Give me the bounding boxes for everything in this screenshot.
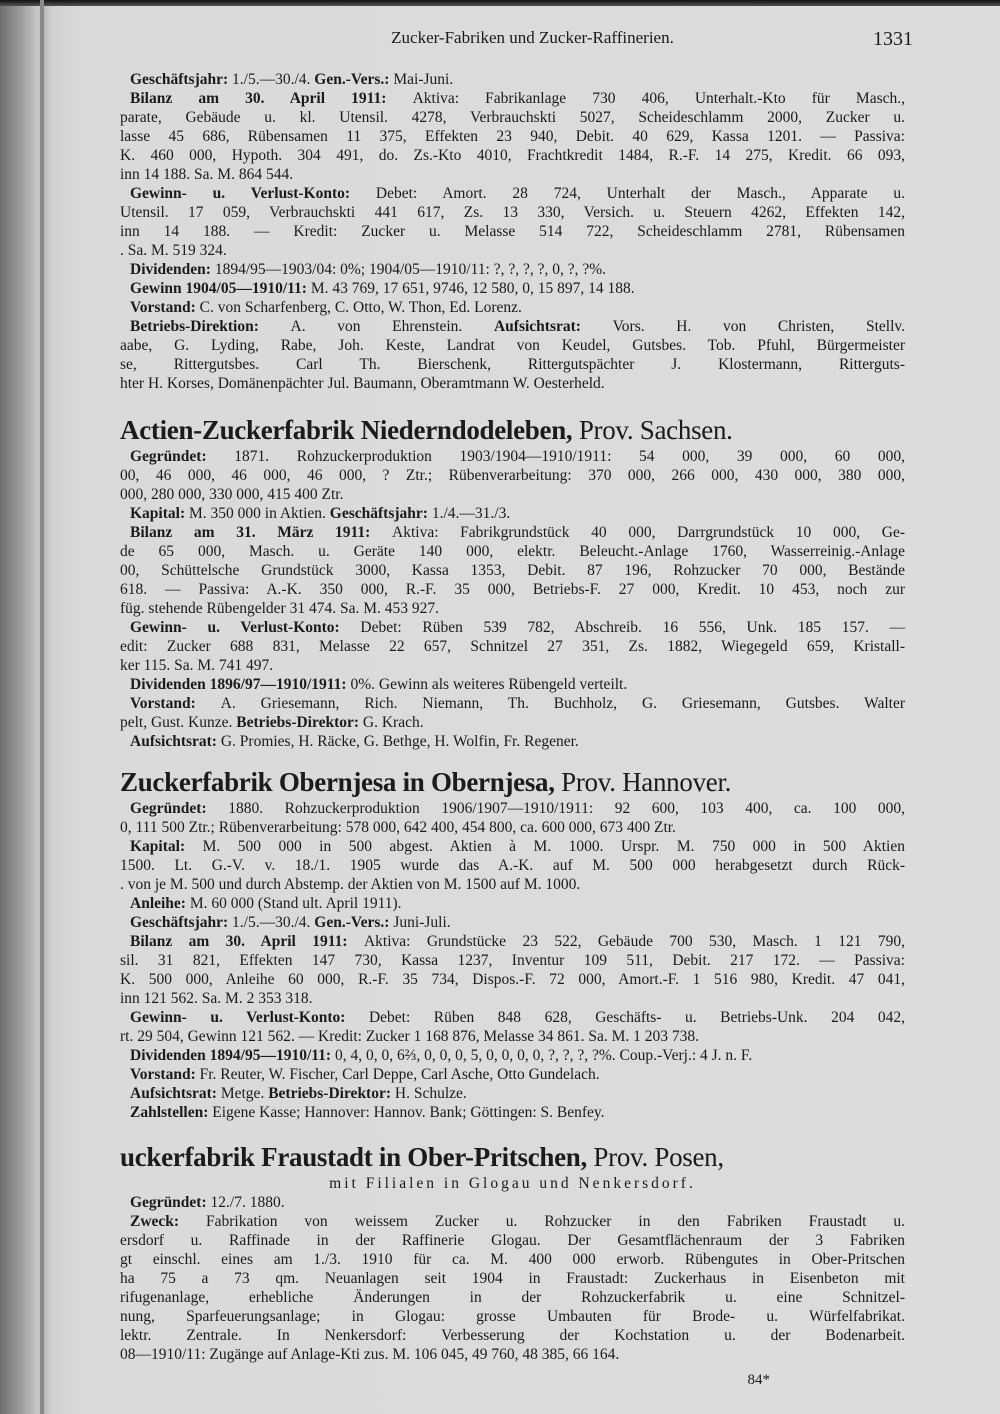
field-text: de 65 000, Masch. u. Geräte 140 000, elektr. Beleucht.-Anlage 1760, Wasserreinig.-Anlage bbox=[120, 543, 905, 560]
field-text: A. von Ehrenstein. bbox=[290, 318, 494, 335]
field-text: inn 14 188. — Kredit: Zucker u. Melasse 514 722, Scheideschlamm 2781, Rübensamen bbox=[120, 223, 905, 240]
text-line bbox=[120, 1103, 905, 1122]
text-line bbox=[120, 675, 905, 694]
field-label: Gewinn 1904/05—1910/11: bbox=[130, 280, 311, 297]
text-line bbox=[120, 1008, 905, 1027]
field-text: G. Promies, H. Räcke, G. Bethge, H. Wolfin, Fr. Regener. bbox=[220, 733, 579, 750]
field-text: inn 14 188. Sa. M. 864 544. bbox=[120, 166, 294, 183]
field-text: edit: Zucker 688 831, Melasse 22 657, Schnitzel 27 351, Zs. 1882, Wiegegeld 659, Kristall- bbox=[120, 638, 905, 655]
field-text: aabe, G. Lyding, Rabe, Joh. Keste, Landrat von Keudel, Gutsbes. Tob. Pfuhl, Bürgermeister bbox=[120, 337, 905, 354]
field-text: 1./5.—30./4. bbox=[232, 71, 315, 88]
field-label: Aufsichtsrat: bbox=[130, 733, 221, 750]
field-text: ker 115. Sa. M. 741 497. bbox=[120, 657, 274, 674]
book-gutter bbox=[40, 0, 44, 1414]
field-text: Debet: Amort. 28 724, Unterhalt der Masch., Apparate u. bbox=[375, 185, 905, 202]
entry-paragraph bbox=[120, 675, 905, 694]
text-line bbox=[120, 374, 905, 393]
text-line bbox=[120, 637, 905, 656]
field-text: Eigene Kasse; Hannover: Hannov. Bank; Göttingen: S. Benfey. bbox=[212, 1104, 605, 1121]
field-text: 1500. Lt. G.-V. v. 18./1. 1905 wurde das A.-K. auf M. 500 000 herabgesetzt durch Rück- bbox=[120, 857, 905, 874]
text-line bbox=[120, 932, 905, 951]
entry-paragraph bbox=[120, 184, 905, 260]
field-text: 1871. Rohzuckerproduktion 1903/1904—1910/1911: 54 000, 39 000, 60 000, bbox=[234, 448, 905, 465]
company-name: Zuckerfabrik Obernjesa in Obernjesa, bbox=[120, 767, 555, 797]
field-text: Fabrikation von weissem Zucker u. Rohzucker in den Fabriken Fraustadt u. bbox=[206, 1213, 905, 1230]
field-label: Vorstand: bbox=[130, 1066, 200, 1083]
entry-paragraph bbox=[120, 732, 905, 751]
field-text: 00, Schüttelsche Grundstück 3000, Kassa 1353, Debit. 87 196, Rohzucker 70 000, Bestände bbox=[120, 562, 905, 579]
field-text: Fr. Reuter, W. Fischer, Carl Deppe, Carl Asche, Otto Gundelach. bbox=[199, 1066, 600, 1083]
field-text: M. 500 000 in 500 abgest. Aktien à M. 1000. Urspr. M. 750 000 in 500 Aktien bbox=[202, 838, 905, 855]
text-line bbox=[120, 1212, 905, 1231]
text-line bbox=[120, 504, 905, 523]
field-label: Gegründet: bbox=[130, 800, 229, 817]
text-line bbox=[120, 70, 905, 89]
company-entry bbox=[120, 70, 905, 393]
entry-paragraph bbox=[120, 1212, 905, 1364]
text-line bbox=[120, 260, 905, 279]
entry-paragraph bbox=[120, 1084, 905, 1103]
text-line bbox=[120, 485, 905, 504]
field-label: Gen.-Vers.: bbox=[314, 71, 394, 88]
field-text: parate, Gebäude u. kl. Utensil. 4278, Verbrauchskti 5027, Scheideschlamm 2000, Zucker u. bbox=[120, 109, 905, 126]
text-line bbox=[120, 561, 905, 580]
text-line bbox=[120, 599, 905, 618]
field-text: Aktiva: Fabrikanlage 730 406, Unterhalt.-Kto für Masch., bbox=[412, 90, 906, 107]
text-line bbox=[120, 951, 905, 970]
running-title: Zucker-Fabriken und Zucker-Raffinerien. bbox=[391, 28, 674, 47]
field-text: C. von Scharfenberg, C. Otto, W. Thon, Ed. Lorenz. bbox=[199, 299, 522, 316]
entry-paragraph bbox=[120, 1103, 905, 1122]
field-label: Bilanz am 31. März 1911: bbox=[130, 524, 393, 541]
field-text: füg. stehende Rübengelder 31 474. Sa. M. 453 927. bbox=[120, 600, 439, 617]
field-text: G. Krach. bbox=[362, 714, 424, 731]
field-label: Geschäftsjahr: bbox=[329, 505, 432, 522]
text-line bbox=[120, 298, 905, 317]
entry-paragraph bbox=[120, 799, 905, 837]
field-text: K. 460 000, Hypoth. 304 491, do. Zs.-Kto 4010, Frachtkredit 1484, R.-F. 14 275, Kredit. 66 093, bbox=[120, 147, 905, 164]
field-text: rt. 29 504, Gewinn 121 562. — Kredit: Zucker 1 168 876, Melasse 34 861. Sa. M. 1 203 738. bbox=[120, 1028, 700, 1045]
field-label: Gegründet: bbox=[130, 448, 235, 465]
field-label: Anleihe: bbox=[130, 895, 190, 912]
entry-paragraph bbox=[120, 932, 905, 1008]
field-label: Kapital: bbox=[130, 505, 189, 522]
field-label: Zahlstellen: bbox=[130, 1104, 213, 1121]
field-text: . von je M. 500 und durch Abstemp. der Aktien von M. 1500 auf M. 1000. bbox=[120, 876, 581, 893]
document-page bbox=[120, 28, 913, 1389]
entry-paragraph bbox=[120, 694, 905, 732]
field-text: pelt, Gust. Kunze. bbox=[120, 714, 237, 731]
field-text: 1./5.—30./4. bbox=[232, 914, 315, 931]
company-name: Actien-Zuckerfabrik Niederndodeleben, bbox=[120, 415, 573, 445]
field-label: Zweck: bbox=[130, 1213, 207, 1230]
field-text: A. Griesemann, Rich. Niemann, Th. Buchholz, G. Griesemann, Gutsbes. Walter bbox=[220, 695, 905, 712]
entry-paragraph bbox=[120, 279, 905, 298]
text-line bbox=[120, 694, 905, 713]
text-line bbox=[120, 1326, 905, 1345]
company-title bbox=[120, 413, 905, 447]
field-text: 08—1910/11: Zugänge auf Anlage-Kti zus. M. 106 045, 49 760, 48 385, 66 164. bbox=[120, 1346, 620, 1363]
field-text: 0, 111 500 Ztr.; Rübenverarbeitung: 578 000, 642 400, 454 800, ca. 600 000, 673 400 Ztr. bbox=[120, 819, 676, 836]
field-text: Debet: Rüben 848 628, Geschäfts- u. Betriebs-Unk. 204 042, bbox=[368, 1009, 905, 1026]
field-label: Dividenden 1894/95—1910/11: bbox=[130, 1047, 335, 1064]
text-line bbox=[120, 618, 905, 637]
field-text: gt einschl. eines am 1./3. 1910 für ca. M. 400 000 erworb. Rübengutes in Ober-Pritschen bbox=[120, 1251, 905, 1268]
entries bbox=[120, 70, 905, 1364]
text-line bbox=[120, 355, 905, 374]
text-line bbox=[120, 127, 905, 146]
field-text: 0, 4, 0, 0, 6⅔, 0, 0, 0, 5, 0, 0, 0, 0, ?, ?, ?, ?%. Coup.-Verj.: 4 J. n. F. bbox=[334, 1047, 753, 1064]
entry-paragraph bbox=[120, 1193, 905, 1212]
text-line bbox=[120, 184, 905, 203]
text-line bbox=[120, 1046, 905, 1065]
text-line bbox=[120, 989, 905, 1008]
field-label: Betriebs-Direktion: bbox=[130, 318, 291, 335]
text-line bbox=[120, 1027, 905, 1046]
entry-paragraph bbox=[120, 504, 905, 523]
company-name: uckerfabrik Fraustadt in Ober-Pritschen, bbox=[120, 1142, 587, 1172]
field-text: Aktiva: Fabrikgrundstück 40 000, Darrgrundstück 10 000, Ge- bbox=[392, 524, 905, 541]
field-label: Betriebs-Direktor: bbox=[236, 714, 363, 731]
field-label: Geschäftsjahr: bbox=[130, 71, 233, 88]
company-subtitle: mit Filialen in Glogau und Nenkersdorf. bbox=[329, 1175, 696, 1192]
entry-paragraph bbox=[120, 260, 905, 279]
company-entry bbox=[120, 1140, 905, 1364]
text-line bbox=[120, 875, 905, 894]
field-label: Kapital: bbox=[130, 838, 203, 855]
text-line bbox=[120, 336, 905, 355]
page-top-edge bbox=[0, 0, 1000, 6]
field-label: Gewinn- u. Verlust-Konto: bbox=[130, 185, 376, 202]
text-line bbox=[120, 1288, 905, 1307]
field-label: Dividenden: bbox=[130, 261, 215, 278]
entry-paragraph bbox=[120, 913, 905, 932]
field-text: se, Rittergutsbes. Carl Th. Bierschenk, Rittergutspächter J. Klostermann, Ritterguts- bbox=[120, 356, 905, 373]
text-line bbox=[120, 146, 905, 165]
field-text: nung, Sparfeuerungsanlage; in Glogau: grosse Umbauten für Brode- u. Würfelfabrikat. bbox=[120, 1308, 905, 1325]
field-text: Utensil. 17 059, Verbrauchskti 441 617, Zs. 13 330, Versich. u. Steuern 4262, Effekten 142, bbox=[120, 204, 905, 221]
text-line bbox=[120, 656, 905, 675]
text-line bbox=[120, 1269, 905, 1288]
entry-paragraph bbox=[120, 618, 905, 675]
field-text: ersdorf u. Raffinade in der Raffinerie Glogau. Der Gesamtflächenraum der 3 Fabriken bbox=[120, 1232, 905, 1249]
text-line bbox=[120, 222, 905, 241]
province: Prov. Posen, bbox=[586, 1142, 724, 1172]
field-text: lektr. Zentrale. In Nenkersdorf: Verbesserung der Kochstation u. der Bodenarbeit. bbox=[120, 1327, 905, 1344]
text-line bbox=[120, 108, 905, 127]
field-text: . Sa. M. 519 324. bbox=[120, 242, 227, 259]
entry-paragraph bbox=[120, 298, 905, 317]
field-label: Aufsichtsrat: bbox=[130, 1085, 221, 1102]
field-text: sil. 31 821, Effekten 147 730, Kassa 1237, Inventur 109 511, Debit. 217 172. — Passiva: bbox=[120, 952, 905, 969]
text-line bbox=[120, 894, 905, 913]
field-label: Bilanz am 30. April 1911: bbox=[130, 933, 364, 950]
field-label: Gen.-Vers.: bbox=[314, 914, 394, 931]
text-line bbox=[120, 317, 905, 336]
text-line bbox=[120, 580, 905, 599]
company-entry bbox=[120, 413, 905, 751]
company-title bbox=[120, 1140, 905, 1174]
field-text: Vors. H. von Christen, Stellv. bbox=[612, 318, 905, 335]
field-text: 12./7. 1880. bbox=[210, 1194, 285, 1211]
field-text: 618. — Passiva: A.-K. 350 000, R.-F. 35 000, Betriebs-F. 27 000, Kredit. 10 453, noch zur bbox=[120, 581, 905, 598]
signature-mark: 84* bbox=[747, 1372, 770, 1388]
field-text: 0%. Gewinn als weiteres Rübengeld verteilt. bbox=[350, 676, 628, 693]
field-text: rifugenanlage, erhebliche Änderungen in der Rohzuckerfabrik u. eine Schnitzel- bbox=[120, 1289, 905, 1306]
text-line bbox=[120, 466, 905, 485]
field-text: M. 350 000 in Aktien. bbox=[189, 505, 330, 522]
field-text: M. 60 000 (Stand ult. April 1911). bbox=[189, 895, 402, 912]
text-line bbox=[120, 1345, 905, 1364]
field-text: 1880. Rohzuckerproduktion 1906/1907—1910/1911: 92 600, 103 400, ca. 100 000, bbox=[228, 800, 905, 817]
text-line bbox=[120, 241, 905, 260]
text-line bbox=[120, 1231, 905, 1250]
text-line bbox=[120, 713, 905, 732]
field-text: K. 500 000, Anleihe 60 000, R.-F. 35 734, Dispos.-F. 72 000, Amort.-F. 1 516 980, Kredit. 47 041, bbox=[120, 971, 905, 988]
company-entry bbox=[120, 765, 905, 1122]
province: Prov. Sachsen. bbox=[572, 415, 733, 445]
text-line bbox=[120, 1250, 905, 1269]
field-label: Vorstand: bbox=[130, 299, 200, 316]
text-line bbox=[120, 523, 905, 542]
text-line bbox=[120, 542, 905, 561]
text-line bbox=[120, 89, 905, 108]
field-text: Juni-Juli. bbox=[393, 914, 451, 931]
field-text: Mai-Juni. bbox=[393, 71, 454, 88]
field-text: 000, 280 000, 330 000, 415 400 Ztr. bbox=[120, 486, 344, 503]
field-text: ha 75 a 73 qm. Neuanlagen seit 1904 in Fraustadt: Zuckerhaus in Eisenbeton mit bbox=[120, 1270, 905, 1287]
text-line bbox=[120, 856, 905, 875]
entry-paragraph bbox=[120, 894, 905, 913]
field-label: Gewinn- u. Verlust-Konto: bbox=[130, 1009, 369, 1026]
field-text: hter H. Korses, Domänenpächter Jul. Baumann, Oberamtmann W. Oesterheld. bbox=[120, 375, 605, 392]
text-line bbox=[120, 970, 905, 989]
field-label: Bilanz am 30. April 1911: bbox=[130, 90, 413, 107]
entry-paragraph bbox=[120, 70, 905, 89]
entry-paragraph bbox=[120, 523, 905, 618]
entry-paragraph bbox=[120, 1046, 905, 1065]
province: Prov. Hannover. bbox=[554, 767, 732, 797]
text-line bbox=[120, 279, 905, 298]
field-label: Aufsichtsrat: bbox=[493, 318, 613, 335]
text-line bbox=[120, 799, 905, 818]
entry-paragraph bbox=[120, 1008, 905, 1046]
running-head bbox=[120, 28, 913, 58]
text-line bbox=[120, 1307, 905, 1326]
text-line bbox=[120, 1193, 905, 1212]
field-text: 1894/95—1903/04: 0%; 1904/05—1910/11: ?, ?, ?, ?, 0, ?, ?%. bbox=[214, 261, 607, 278]
field-label: Gegründet: bbox=[130, 1194, 211, 1211]
text-line bbox=[120, 913, 905, 932]
entry-paragraph bbox=[120, 317, 905, 393]
field-text: Metge. bbox=[220, 1085, 269, 1102]
text-line bbox=[120, 165, 905, 184]
field-text: 1./4.—31./3. bbox=[431, 505, 511, 522]
field-label: Dividenden 1896/97—1910/1911: bbox=[130, 676, 351, 693]
text-line bbox=[120, 447, 905, 466]
field-text: Aktiva: Grundstücke 23 522, Gebäude 700 530, Masch. 1 121 790, bbox=[363, 933, 905, 950]
field-text: inn 121 562. Sa. M. 2 353 318. bbox=[120, 990, 313, 1007]
text-line bbox=[120, 1084, 905, 1103]
company-title bbox=[120, 765, 905, 799]
field-text: lasse 45 686, Rübensamen 11 375, Effekten 23 940, Debit. 40 629, Kassa 1201. — Passiva: bbox=[120, 128, 905, 145]
text-line bbox=[120, 1065, 905, 1084]
text-line bbox=[120, 818, 905, 837]
field-label: Vorstand: bbox=[130, 695, 221, 712]
field-text: M. 43 769, 17 651, 9746, 12 580, 0, 15 897, 14 188. bbox=[310, 280, 635, 297]
entry-paragraph bbox=[120, 89, 905, 184]
field-text: H. Schulze. bbox=[394, 1085, 467, 1102]
field-text: Debet: Rüben 539 782, Abschreib. 16 556, Unk. 185 157. — bbox=[360, 619, 905, 636]
text-line bbox=[120, 203, 905, 222]
text-line bbox=[120, 732, 905, 751]
entry-paragraph bbox=[120, 837, 905, 894]
field-label: Betriebs-Direktor: bbox=[268, 1085, 395, 1102]
page-number: 1331 bbox=[873, 28, 913, 50]
entry-paragraph bbox=[120, 447, 905, 504]
entry-paragraph bbox=[120, 1065, 905, 1084]
text-line bbox=[120, 837, 905, 856]
field-label: Gewinn- u. Verlust-Konto: bbox=[130, 619, 361, 636]
field-text: 00, 46 000, 46 000, 46 000, ? Ztr.; Rübenverarbeitung: 370 000, 266 000, 430 000, 380 000, bbox=[120, 467, 905, 484]
field-label: Geschäftsjahr: bbox=[130, 914, 233, 931]
